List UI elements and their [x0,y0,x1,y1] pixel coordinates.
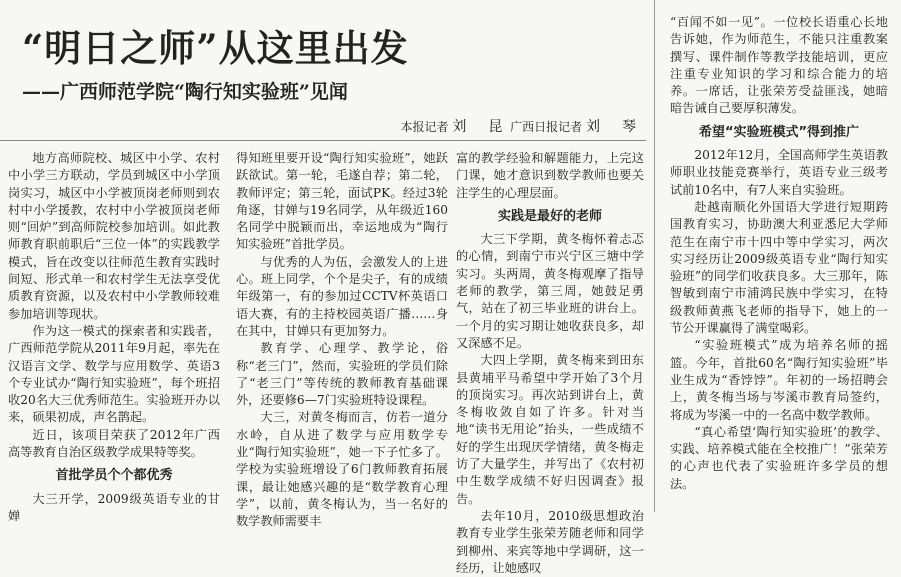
paragraph: 与优秀的人为伍，会激发人的上进心。班上同学，个个是尖子，有的成绩年级第一，有的参加过CCTV杯英语口语大赛，有的主持校园英语广播……身在其中，甘婵只有更加努力。 [236,254,448,338]
paragraph: 作为这一模式的探索者和实践者，广西师范学院从2011年9月起，率先在汉语言文学、数学与应用数学、英语3个专业试办“陶行知实验班”，每个班招收20名大三优秀师范生。实验班开办以来，硕果初成，声名鹊起。 [8,323,220,425]
paragraph: 去年10月，2010级思想政治教育专业学生张荣芳随老师和同学到柳州、来宾等地中学调研，这一经历，让她感叹 [456,508,644,575]
paragraph: 大三开学，2009级英语专业的甘婵 [8,491,220,523]
header-divider [0,140,646,141]
reporter2-label: 广西日报记者 [510,120,583,134]
paragraph: “百闻不如一见”。一位校长语重心长地告诉她，作为师范生，不能只注重教案撰写、课件制作等教学技能培训，更应注重专业知识的学习和综合能力的培养。一席话，让张荣芳受益匪浅，她暗暗告诫自己要厚积薄发。 [670,15,888,116]
paragraph: 教育学、心理学、教学论，俗称“老三门”，然而，实验班的学员们除了“老三门”等传统的教师教育基础课外，还要修6—7门实验班特设课程。 [236,341,448,408]
column-2 [236,150,448,529]
paragraph: 得知班里要开设“陶行知实验班”，她跃跃欲试。第一轮，毛遂自荐；第二轮，教师评定；第三轮，面试PK。经过3轮角逐，甘婵与19名同学，从年级近160名同学中脱颖而出，幸运地成为“陶行知实验班”首批学员。 [236,151,448,252]
column-1 [8,150,220,523]
paragraph: 大三，对黄冬梅而言，仿若一道分水岭，自从进了数学与应用数学专业“陶行知实验班”，她一下子忙多了。学校为实验班增设了6门教师教育拓展课，最让她感兴趣的是“数学教育心理学”，以前，黄冬梅认为，当一名好的数学教师需要丰 [236,410,448,529]
paragraph: 赴越南顺化外国语大学进行短期跨国教育实习，协助澳大利亚悉尼大学师范生在南宁市十四中等中学实习，两次实习经历让2009级英语专业“陶行知实验班”的同学们收获良多。大三那年，陈智敏到南宁市浦鸿民族中学实习，在特级教师黄燕飞老师的指导下，她上的一节公开课赢得了满堂喝彩。 [670,199,888,336]
reporter1-label: 本报记者 [400,120,449,134]
section-heading: 实践是最好的老师 [497,208,602,224]
paragraph: 近日，该项目荣获了2012年广西高等教育自治区级教学成果特等奖。 [8,427,220,460]
article-subheadline: ——广西师范学院“陶行知实验班”见闻 [22,81,348,103]
paragraph: 大四上学期，黄冬梅来到田东县黄埔平马希望中学开始了3个月的顶岗实习。再次站到讲台上，黄冬梅收敛自如了许多。针对当地“读书无用论”抬头，一些成绩不好的学生出现厌学情绪，黄冬梅走访了大量学生，并写出了《农村初中生数学成绩不好归因调查》报告。 [456,353,644,506]
paragraph: 2012年12月，全国高师学生英语教师职业技能竞赛举行，英语专业三级考试前10名中，有7人来自实验班。 [670,148,888,197]
section-heading: 希望“实验班模式”得到推广 [698,124,860,140]
paragraph: 富的教学经验和解题能力，上完这门课，她才意识到数学教师也要关注学生的心理层面。 [456,151,644,200]
paragraph: “真心希望‘陶行知实验班’的教学、实践、培养模式能在全校推广！”张荣芳的心声也代表了实验班许多学员的想法。 [670,424,888,491]
paragraph: 大三下学期，黄冬梅怀着忐忑的心情，到南宁市兴宁区三塘中学实习。头两周，黄冬梅观摩了指导老师的教学，第三周，她鼓足勇气，站在了初三毕业班的讲台上。一个月的实习期让她收获良多，却又深感不足。 [456,232,644,350]
paragraph: 地方高师院校、城区中小学、农村中小学三方联动，学员到城区中小学顶岗实习，城区中小学被顶岗老师则到农村中小学援教，农村中小学被顶岗老师则“回炉”到高师院校参加培训。如此教师教育职前职后“三位一体”的实践教学模式，旨在改变以往师范生教育实践时间短、形式单一和农村学生无法享受优质教育资源，以及农村中小学教师较难参加培训等现状。 [8,151,220,321]
byline [340,119,640,135]
reporter1-name: 刘 昆 [452,119,507,135]
column-3 [456,150,644,575]
reporter2-name: 刘 琴 [586,119,640,135]
column-4 [670,14,888,512]
column-divider [654,0,655,512]
article-headline: “明日之师”从这里出发 [22,26,409,70]
section-heading: 首批学员个个都优秀 [55,468,173,484]
paragraph: “实验班模式”成为培养名师的摇篮。今年，首批60名“陶行知实验班”毕业生成为“香饽饽”。年初的一场招聘会上，黄冬梅当场与岑溪市教育局签约，将成为岑溪一中的一名高中数学教师。 [670,338,888,422]
